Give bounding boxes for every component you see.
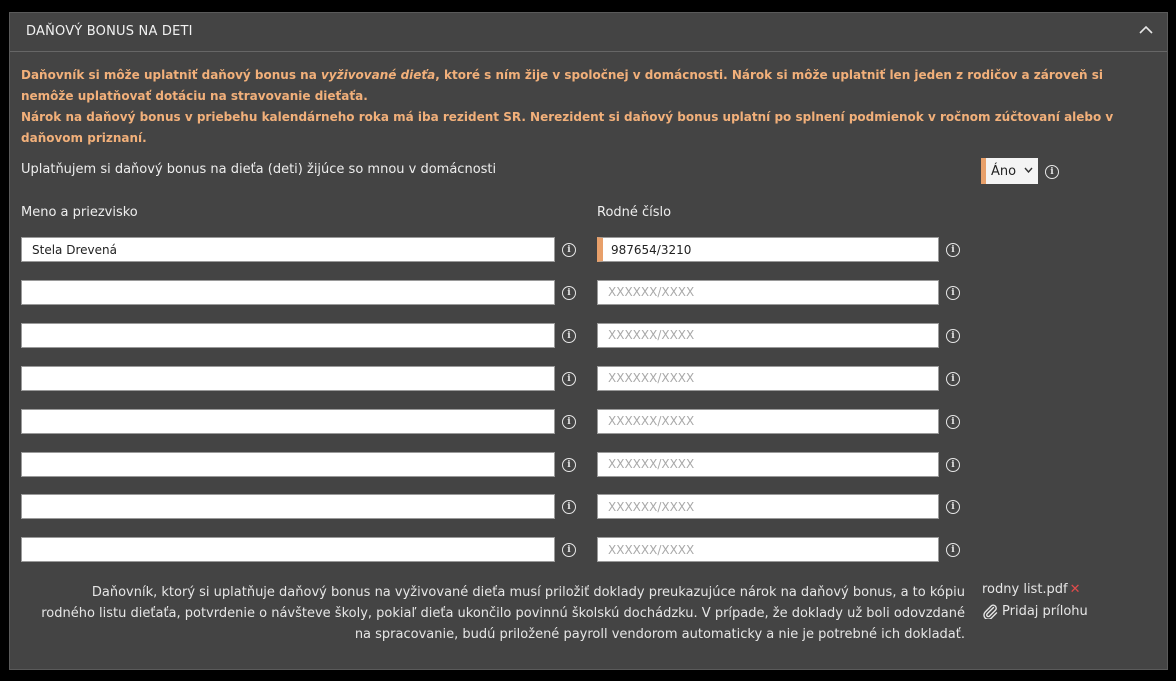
info-icon[interactable]: i (946, 415, 960, 429)
section-title: DAŇOVÝ BONUS NA DETI (26, 24, 193, 39)
birth-number-value: 987654/3210 (611, 242, 692, 257)
birth-number-input[interactable] (597, 452, 939, 477)
section-header[interactable] (10, 13, 1167, 52)
chevron-down-icon (1024, 167, 1033, 173)
birth-number-placeholder: XXXXXX/XXXX (608, 542, 695, 557)
notice-text: Daňovník si môže uplatniť daňový bonus na vyživované dieťa, ktoré s ním žije v spoločnej v domácnosti. Nárok si môže uplatniť len jeden z rodičov a zároveň si nemôže uplatňovať dotáciu na stravovanie dieťaťa. Nárok na daňový bonus v priebehu kalendárneho roka má iba rezident SR. Nerezident si daňový bonus uplatní po splnení podmienok v ročnom zúčtovaní alebo v daňovom priznaní. (21, 68, 1114, 145)
birth-number-placeholder: XXXXXX/XXXX (608, 328, 695, 343)
info-icon[interactable]: i (946, 543, 960, 557)
child-name-input[interactable] (21, 452, 555, 477)
add-attachment-button[interactable] (982, 603, 1088, 619)
paperclip-icon (982, 603, 998, 619)
claim-select-value: Áno (991, 163, 1017, 179)
claim-select[interactable] (981, 158, 1038, 184)
attachment-item (982, 582, 1081, 597)
info-icon[interactable]: i (946, 243, 960, 257)
info-icon[interactable]: i (562, 500, 576, 514)
info-icon[interactable]: i (562, 329, 576, 343)
add-attachment-label: Pridaj prílohu (1002, 603, 1088, 619)
claim-label: Uplatňujem si daňový bonus na dieťa (deti) žijúce so mnou v domácnosti (21, 162, 497, 177)
birth-number-input[interactable] (597, 323, 939, 348)
info-icon[interactable]: i (562, 415, 576, 429)
child-name-input[interactable] (21, 409, 555, 434)
birth-number-placeholder: XXXXXX/XXXX (608, 414, 695, 429)
birth-number-input[interactable] (597, 366, 939, 391)
child-name-input[interactable] (21, 323, 555, 348)
birth-number-column-label: Rodné číslo (597, 205, 672, 220)
child-name-input[interactable] (21, 237, 555, 262)
info-icon[interactable]: i (1045, 165, 1059, 179)
chevron-up-icon[interactable] (1139, 25, 1153, 35)
birth-number-input[interactable] (597, 409, 939, 434)
birth-number-placeholder: XXXXXX/XXXX (608, 285, 695, 300)
info-icon[interactable]: i (562, 372, 576, 386)
birth-number-placeholder: XXXXXX/XXXX (608, 457, 695, 471)
child-name-input[interactable] (21, 494, 555, 519)
footer-note: Daňovník, ktorý si uplatňuje daňový bonus na vyživované dieťa musí priložiť doklady preukazujúce nárok na daňový bonus, a to kópiu rodného listu dieťaťa, potvrdenie o návšteve školy, pokiaľ dieťa ukončilo povinnú školskú dochádzku. V prípade, že doklady už boli odovzdané na spracovanie, budú priložené payroll vendorom automaticky a nie je potrebné ich dokladať. (41, 585, 965, 642)
tax-bonus-panel (9, 12, 1168, 670)
info-icon[interactable]: i (562, 458, 576, 472)
birth-number-placeholder: XXXXXX/XXXX (608, 371, 695, 386)
remove-attachment-icon[interactable]: ✕ (1069, 582, 1081, 597)
birth-number-input[interactable] (597, 537, 939, 562)
info-icon[interactable]: i (946, 458, 960, 472)
child-name-input[interactable] (21, 366, 555, 391)
child-name-value: Stela Drevená (32, 242, 117, 257)
info-icon[interactable]: i (946, 329, 960, 343)
info-icon[interactable]: i (562, 543, 576, 557)
info-icon[interactable]: i (562, 286, 576, 300)
info-icon[interactable]: i (946, 372, 960, 386)
birth-number-input[interactable] (597, 237, 939, 262)
info-icon[interactable]: i (946, 286, 960, 300)
birth-number-input[interactable] (597, 280, 939, 305)
birth-number-input[interactable] (597, 494, 939, 519)
attachment-name[interactable]: rodny list.pdf (982, 582, 1068, 597)
info-icon[interactable]: i (946, 500, 960, 514)
birth-number-placeholder: XXXXXX/XXXX (608, 499, 695, 514)
name-column-label: Meno a priezvisko (21, 205, 138, 220)
child-name-input[interactable] (21, 280, 555, 305)
info-icon[interactable]: i (562, 243, 576, 257)
child-name-input[interactable] (21, 537, 555, 562)
